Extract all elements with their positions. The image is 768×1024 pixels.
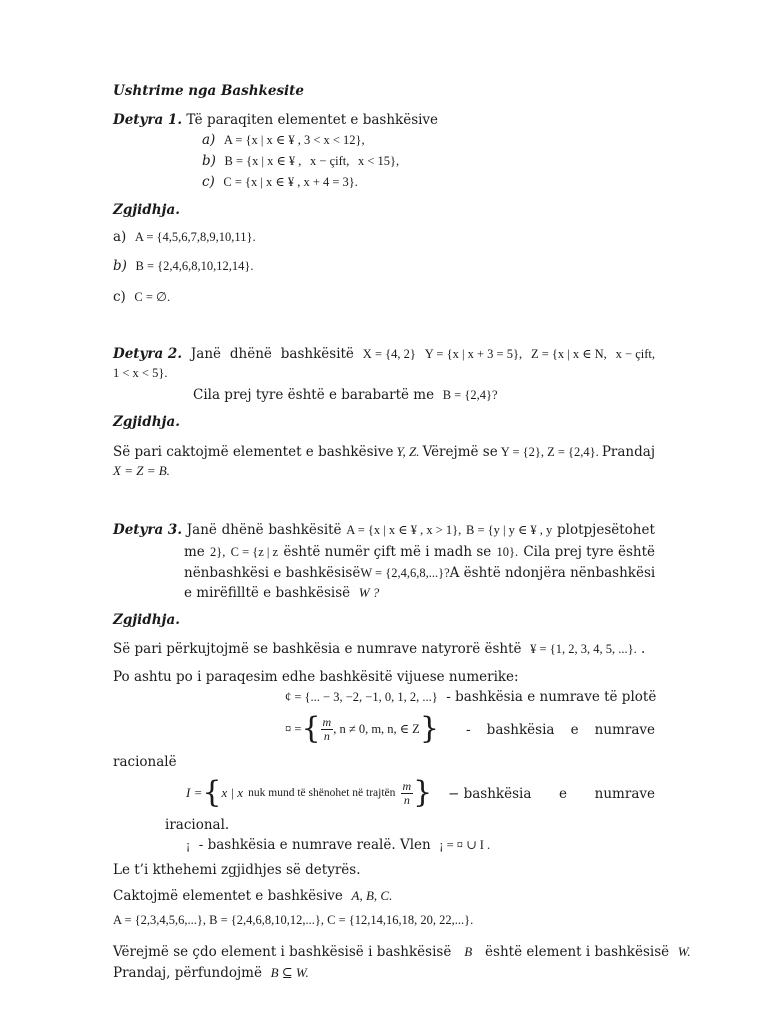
- math-expression: A = {2,3,4,5,6,...}, B = {2,4,6,8,10,12,...}, C = {12,14,16,18, 20, 22,...}.: [113, 913, 474, 927]
- task-1-item-a: a) A = {x | x ∈ ¥ , 3 < x < 12},: [202, 132, 365, 148]
- math-expression: X = Z = B.: [113, 463, 170, 478]
- math-expression: x − çift,: [615, 347, 655, 361]
- solution-1-b: b) B = {2,4,6,8,10,12,14}.: [113, 258, 254, 274]
- task-1-statement: [113, 111, 438, 129]
- math-expression: A = {4,5,6,7,8,9,10,11}.: [134, 230, 256, 244]
- solution-3-sets: [113, 911, 473, 929]
- math-expression: B = {x | x ∈ ¥ ,: [224, 154, 302, 168]
- math-expression: C = {z | z: [230, 545, 279, 559]
- integers-definition: ¢ = {... − 3, −2, −1, 0, 1, 2, ...} - bashkësia e numrave të plotë: [285, 689, 657, 705]
- solution-3-determine: Caktojmë elementet e bashkësive A, B, C.: [113, 888, 393, 904]
- math-expression: A = {x | x ∈ ¥ , x > 1},: [346, 523, 462, 537]
- math-expression: x < 15},: [357, 154, 400, 168]
- math-expression: , n ≠ 0, m, n, ∈ Z: [333, 722, 420, 736]
- math-expression: ¥ = {1, 2, 3, 4, 5, ...}.: [530, 642, 637, 656]
- task-2-question: Cila prej tyre është e barabartë me B = {2,4}?: [193, 387, 498, 403]
- solution-1-a: a) A = {4,5,6,7,8,9,10,11}.: [113, 229, 256, 245]
- math-expression: A, B, C.: [351, 888, 393, 903]
- math-expression: B = {2,4}?: [442, 388, 498, 402]
- solution-3-natural-numbers: Së pari përkujtojmë se bashkësia e numrave natyrorë është ¥ = {1, 2, 3, 4, 5, ...}. .: [113, 641, 646, 657]
- solution-1-label: Zgjidhja.: [113, 202, 180, 218]
- math-expression: Y, Z.: [396, 444, 420, 459]
- math-expression: A = {x | x ∈ ¥ , 3 < x < 12},: [223, 133, 365, 147]
- math-expression: B = {2,4,6,8,10,12,14}.: [135, 259, 254, 273]
- task-3-line-3: nënbashkësi e bashkësisë W = {2,4,6,8,...}? A është ndonjëra nënbashkësi: [184, 565, 656, 581]
- irrationals-continuation: iracional.: [165, 817, 230, 833]
- rationals-description: - bashkësia e numrave: [466, 722, 655, 738]
- math-expression: W ?: [358, 585, 380, 600]
- solution-3-conclusion: Prandaj, përfundojmë B ⊆ W.: [113, 965, 309, 981]
- math-expression: C = {x | x ∈ ¥ , x + 4 = 3}.: [223, 175, 358, 189]
- reals-definition: ¡ - bashkësia e numrave realë. Vlen ¡ = ¤ ∪ I .: [186, 837, 491, 853]
- task-1-text: Të paraqiten elementet e bashkësive: [186, 112, 439, 128]
- math-expression: ¡ = ¤ ∪ I .: [439, 838, 491, 852]
- solution-2-label: Zgjidhja.: [113, 414, 180, 430]
- fraction: $\frac{m}{n}$: [402, 778, 412, 807]
- task-1-item-c: c) C = {x | x ∈ ¥ , x + 4 = 3}.: [202, 174, 358, 190]
- left-brace-icon: {: [301, 711, 321, 746]
- math-expression: Y = {2}, Z = {2,4}.: [500, 445, 599, 459]
- math-expression: Y = {x | x + 3 = 5},: [424, 347, 523, 361]
- solution-3-observation: Vërejmë se çdo element i bashkësisë i bashkësisë B është element i bashkësisë W.: [113, 944, 691, 960]
- irrationals-description: − bashkësia e numrave: [448, 786, 655, 802]
- task-2-line-2: [113, 364, 167, 382]
- task-3-label: Detyra 3.: [113, 522, 183, 538]
- task-3-line-2: me 2}, C = {z | z është numër çift më i madh se 10}. Cila prej tyre është: [184, 544, 655, 560]
- task-1-label: Detyra 1.: [113, 112, 183, 128]
- task-1-item-b: b) B = {x | x ∈ ¥ , x − çift, x < 15},: [202, 153, 400, 169]
- left-brace-icon: {: [202, 775, 222, 810]
- rationals-continuation: racionalë: [113, 754, 177, 770]
- irrationals-definition: I = { x | x nuk mund të shënohet në trajtën $\frac{m}{n}$ }: [186, 775, 433, 810]
- task-3-line-4: e mirëfilltë e bashkësisë W ?: [184, 585, 380, 601]
- task-2-statement: Detyra 2. Janë dhënë bashkësitë X = {4, 2} Y = {x | x + 3 = 5}, Z = {x | x ∈ N, x − çift,: [113, 346, 655, 362]
- solution-2-line-1: Së pari caktojmë elementet e bashkësive Y, Z. Vërejmë se Y = {2}, Z = {2,4}. Prandaj: [113, 444, 655, 460]
- task-2-label: Detyra 2.: [113, 346, 183, 362]
- math-expression: ¢ = {... − 3, −2, −1, 0, 1, 2, ...}: [285, 690, 438, 704]
- math-expression: W = {2,4,6,8,...}?: [360, 566, 450, 580]
- math-expression: x − çift,: [310, 154, 350, 168]
- page-title: Ushtrime nga Bashkesite: [113, 83, 305, 99]
- fraction: $\frac{m}{n}$: [322, 714, 332, 743]
- math-expression: C = ∅.: [134, 290, 171, 304]
- solution-3-label: Zgjidhja.: [113, 612, 180, 628]
- math-expression: B ⊆ W.: [270, 965, 309, 980]
- solution-1-c: c) C = ∅.: [113, 289, 171, 305]
- math-expression: X = {4, 2}: [362, 347, 416, 361]
- math-expression: 1 < x < 5}.: [113, 366, 168, 380]
- solution-2-line-2: [113, 462, 170, 480]
- task-3-line-1: Detyra 3. Janë dhënë bashkësitë A = {x | x ∈ ¥ , x > 1}, B = {y | y ∈ ¥ , y plotpjesëtohet: [113, 522, 655, 538]
- solution-3-intro: Po ashtu po i paraqesim edhe bashkësitë vijuese numerike:: [113, 669, 519, 685]
- right-brace-icon: }: [413, 775, 433, 810]
- right-brace-icon: }: [419, 711, 439, 746]
- rationals-definition: ¤ = { $\frac{m}{n}$ , n ≠ 0, m, n, ∈ Z }: [285, 711, 439, 746]
- math-expression: B = {y | y ∈ ¥ , y: [465, 523, 553, 537]
- math-expression: Z = {x | x ∈ N,: [530, 347, 607, 361]
- solution-3-return: Le t’i kthehemi zgjidhjes së detyrës.: [113, 862, 361, 878]
